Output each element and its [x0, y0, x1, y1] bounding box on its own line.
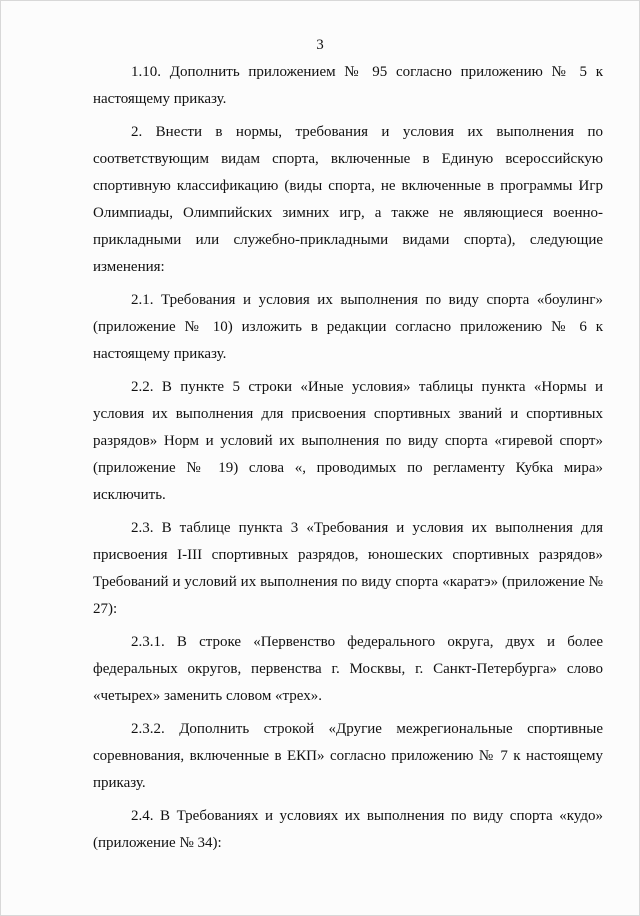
paragraph-1-10: 1.10. Дополнить приложением № 95 согласно приложению № 5 к настоящему приказу. [93, 64, 603, 107]
paragraph-2-3-2: 2.3.2. Дополнить строкой «Другие межрегиональные спортивные соревнования, включенные в ЕКП» согласно приложению № 7 к настоящему приказу. [93, 721, 603, 791]
paragraph-2-3: 2.3. В таблице пункта 3 «Требования и условия их выполнения для присвоения I-III спортивных разрядов, юношеских спортивных разрядов» Требований и условий их выполнения по виду спорта «каратэ» (приложение № 27): [93, 520, 603, 617]
paragraph-2-3-1: 2.3.1. В строке «Первенство федерального округа, двух и более федеральных округов, первенства г. Москвы, г. Санкт-Петербурга» слово «четырех» заменить словом «трех». [93, 634, 603, 704]
paragraph-2-1: 2.1. Требования и условия их выполнения по виду спорта «боулинг» (приложение № 10) изложить в редакции согласно приложению № 6 к настоящему приказу. [93, 292, 603, 362]
page-number: 3 [316, 37, 324, 53]
paragraph-2-4: 2.4. В Требованиях и условиях их выполнения по виду спорта «кудо» (приложение № 34): [93, 808, 603, 851]
paragraph-2-2: 2.2. В пункте 5 строки «Иные условия» таблицы пункта «Нормы и условия их выполнения для присвоения спортивных званий и спортивных разрядов» Норм и условий их выполнения по виду спорта «гиревой спорт» (приложение № 19) слова «, проводимых по регламенту Кубка мира» исключить. [93, 379, 603, 503]
document-body [93, 59, 603, 863]
paragraph-2: 2. Внести в нормы, требования и условия их выполнения по соответствующим видам спорта, включенные в Единую всероссийскую спортивную классификацию (виды спорта, не включенные в программы Игр Олимпиады, Олимпийских зимних игр, а также не являющиеся военно-прикладными или служебно-прикладными видами спорта), следующие изменения: [93, 124, 603, 275]
